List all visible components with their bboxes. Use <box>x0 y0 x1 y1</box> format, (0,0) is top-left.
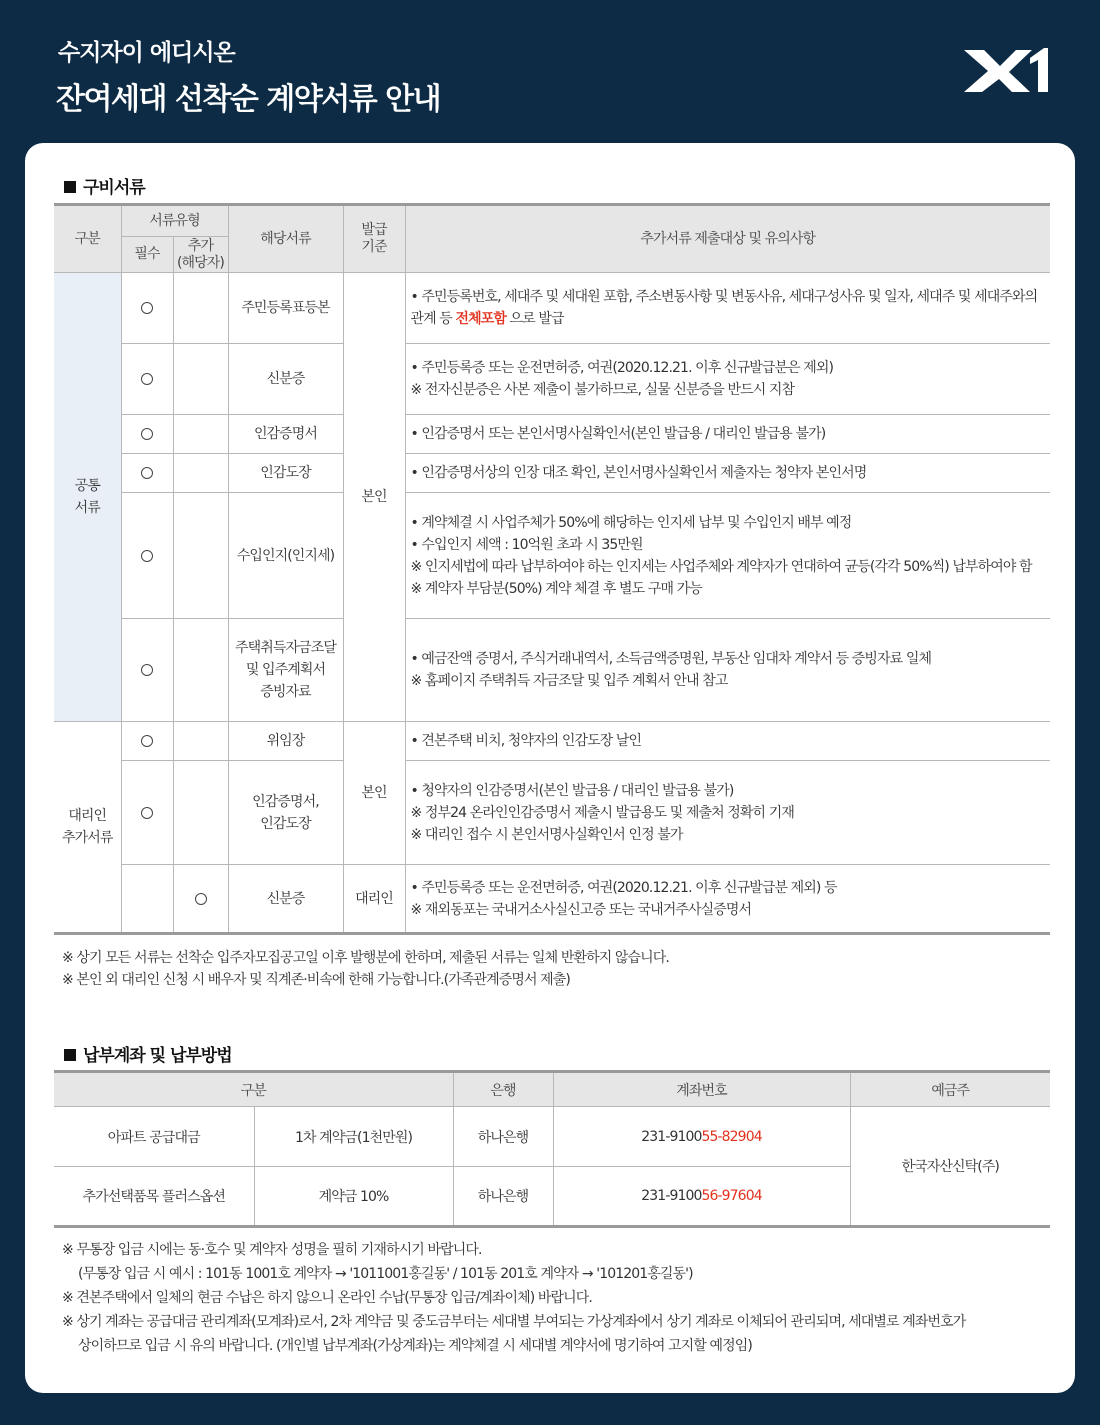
issue-basis-proxy: 대리인 <box>343 865 405 934</box>
document-notes: • 주민등록증 또는 운전면허증, 여권(2020.12.21. 이후 신규발급분은 제외) ※ 전자신분증은 사본 제출이 불가하므로, 실물 신분증을 반드시 지참 <box>405 344 1050 415</box>
required-mark <box>121 415 173 454</box>
document-notes: • 견본주택 비치, 청약자의 인감도장 날인 <box>405 722 1050 761</box>
page-subtitle: 수지자이 에디시온 <box>58 40 235 66</box>
page-title: 잔여세대 선착순 계약서류 안내 <box>56 82 441 117</box>
required-mark <box>121 722 173 761</box>
table-row <box>54 722 1050 761</box>
table-row <box>54 865 1050 934</box>
document-name: 신분증 <box>228 865 343 934</box>
document-name: 주민등록표등본 <box>228 273 343 344</box>
bank-name: 하나은행 <box>453 1167 553 1227</box>
circle-mark-icon <box>141 664 153 676</box>
documents-table <box>54 203 1050 935</box>
footnote: ※ 상기 모든 서류는 선착순 입주자모집공고일 이후 발행분에 한하며, 제출된 서류는 일체 반환하지 않습니다. <box>62 950 669 966</box>
required-mark <box>121 273 173 344</box>
payment-notes <box>62 1238 965 1358</box>
table-row <box>54 761 1050 865</box>
document-notes: • 계약체결 시 사업주체가 50%에 해당하는 인지세 납부 및 수입인지 배부 예정 • 수입인지 세액 : 10억원 초과 시 35만원 ※ 인지세법에 따라 납부하여야 하는 인지세는 사업주체와 계약자가 연대하여 균등(각각 50%씩) 납부하여야 함 ※ 계약자 부담분(50%) 계약 체결 후 별도 구매 가능 <box>405 493 1050 619</box>
bank-name: 하나은행 <box>453 1107 553 1167</box>
header-notes: 추가서류 제출대상 및 유의사항 <box>405 205 1050 273</box>
payment-note: ※ 무통장 입금 시에는 동·호수 및 계약자 성명을 필히 기재하시기 바랍니다. <box>62 1242 482 1258</box>
highlight-full-include: 전체포함 <box>455 311 506 327</box>
circle-mark-icon <box>195 893 207 905</box>
additional-mark <box>173 865 228 934</box>
x1-logo <box>960 44 1050 96</box>
payment-note: (무통장 입금 시 예시 : 101동 1001호 계약자 → '1011001홍길동' / 101동 201호 계약자 → '101201홍길동') <box>78 1266 693 1282</box>
payment-note: ※ 견본주택에서 일체의 현금 수납은 하지 않으니 온라인 수납(무통장 입금/계좌이체) 바랍니다. <box>62 1290 592 1306</box>
group-common: 공통 서류 <box>54 273 121 722</box>
circle-mark-icon <box>141 373 153 385</box>
document-notes: • 예금잔액 증명서, 주식거래내역서, 소득금액증명원, 부동산 임대차 계약서 등 증빙자료 일체 ※ 홈페이지 주택취득 자금조달 및 입주 계획서 안내 참고 <box>405 619 1050 722</box>
table-row <box>54 493 1050 619</box>
payment-item: 추가선택품목 플러스옵션 <box>54 1167 254 1227</box>
header-bank: 은행 <box>453 1072 553 1107</box>
circle-mark-icon <box>141 735 153 747</box>
section-title-payment: 납부계좌 및 납부방법 <box>64 1041 232 1066</box>
account-number: 231-910055-82904 <box>553 1107 850 1167</box>
payment-note: ※ 상기 계좌는 공급대금 관리계좌(모계좌)로서, 2차 계약금 및 중도금부터는 세대별 부여되는 가상계좌에서 상기 계좌로 이체되어 관리되며, 세대별로 계좌번호가 <box>62 1314 966 1330</box>
issue-basis-self: 본인 <box>343 722 405 865</box>
header-issue-basis: 발급 기준 <box>343 205 405 273</box>
document-name: 주택취득자금조달 및 입주계획서 증빙자료 <box>228 619 343 722</box>
payment-note: 상이하므로 입금 시 유의 바랍니다. (개인별 납부계좌(가상계좌)는 계약체결 시 세대별 계약서에 명기하여 고지할 예정임) <box>78 1338 752 1354</box>
circle-mark-icon <box>141 550 153 562</box>
payment-item: 아파트 공급대금 <box>54 1107 254 1167</box>
header-holder: 예금주 <box>850 1072 1050 1107</box>
required-mark <box>121 454 173 493</box>
header-additional: 추가 (해당자) <box>173 237 228 273</box>
account-holder: 한국자산신탁(주) <box>850 1107 1050 1227</box>
table-header-row <box>54 1072 1050 1107</box>
header-account: 계좌번호 <box>553 1072 850 1107</box>
table-row <box>54 344 1050 415</box>
issue-basis-self: 본인 <box>343 273 405 722</box>
payment-account-table <box>54 1070 1050 1228</box>
required-mark <box>121 493 173 619</box>
required-mark <box>121 619 173 722</box>
document-name: 인감증명서 <box>228 415 343 454</box>
document-notes: • 인감증명서상의 인장 대조 확인, 본인서명사실확인서 제출자는 청약자 본인서명 <box>405 454 1050 493</box>
documents-footnotes <box>62 947 669 991</box>
footnote: ※ 본인 외 대리인 신청 시 배우자 및 직계존·비속에 한해 가능합니다.(가족관계증명서 제출) <box>62 972 570 988</box>
header-required: 필수 <box>121 237 173 273</box>
table-row <box>54 619 1050 722</box>
header-document: 해당서류 <box>228 205 343 273</box>
document-notes: • 주민등록증 또는 운전면허증, 여권(2020.12.21. 이후 신규발급분 제외) 등 ※ 재외동포는 국내거소사실신고증 또는 국내거주사실증명서 <box>405 865 1050 934</box>
header-category: 구분 <box>54 1072 453 1107</box>
document-name: 위임장 <box>228 722 343 761</box>
payment-type: 1차 계약금(1천만원) <box>254 1107 453 1167</box>
document-notes: • 인감증명서 또는 본인서명사실확인서(본인 발급용 / 대리인 발급용 불가) <box>405 415 1050 454</box>
table-row <box>54 415 1050 454</box>
circle-mark-icon <box>141 302 153 314</box>
square-bullet-icon <box>64 181 76 193</box>
group-proxy: 대리인 추가서류 <box>54 722 121 934</box>
document-notes: • 주민등록번호, 세대주 및 세대원 포함, 주소변동사항 및 변동사유, 세대구성사유 및 일자, 세대주 및 세대주와의 관계 등 전체포함 으로 발급 <box>405 273 1050 344</box>
table-row <box>54 454 1050 493</box>
header-doc-type: 서류유형 <box>121 205 228 237</box>
document-notes: • 청약자의 인감증명서(본인 발급용 / 대리인 발급용 불가) ※ 정부24 온라인인감증명서 제출시 발급용도 및 제출처 정확히 기재 ※ 대리인 접수 시 본인서명사실확인서 인정 불가 <box>405 761 1050 865</box>
square-bullet-icon <box>64 1049 76 1061</box>
payment-type: 계약금 10% <box>254 1167 453 1227</box>
table-header-row <box>54 205 1050 237</box>
table-row <box>54 273 1050 344</box>
circle-mark-icon <box>141 428 153 440</box>
table-row <box>54 1107 1050 1167</box>
document-name: 인감도장 <box>228 454 343 493</box>
circle-mark-icon <box>141 467 153 479</box>
page-header <box>0 0 1100 140</box>
account-number: 231-910056-97604 <box>553 1167 850 1227</box>
document-name: 신분증 <box>228 344 343 415</box>
document-name: 인감증명서, 인감도장 <box>228 761 343 865</box>
document-name: 수입인지(인지세) <box>228 493 343 619</box>
required-mark <box>121 761 173 865</box>
header-category: 구분 <box>54 205 121 273</box>
section-title-documents: 구비서류 <box>64 173 145 198</box>
circle-mark-icon <box>141 807 153 819</box>
required-mark <box>121 344 173 415</box>
